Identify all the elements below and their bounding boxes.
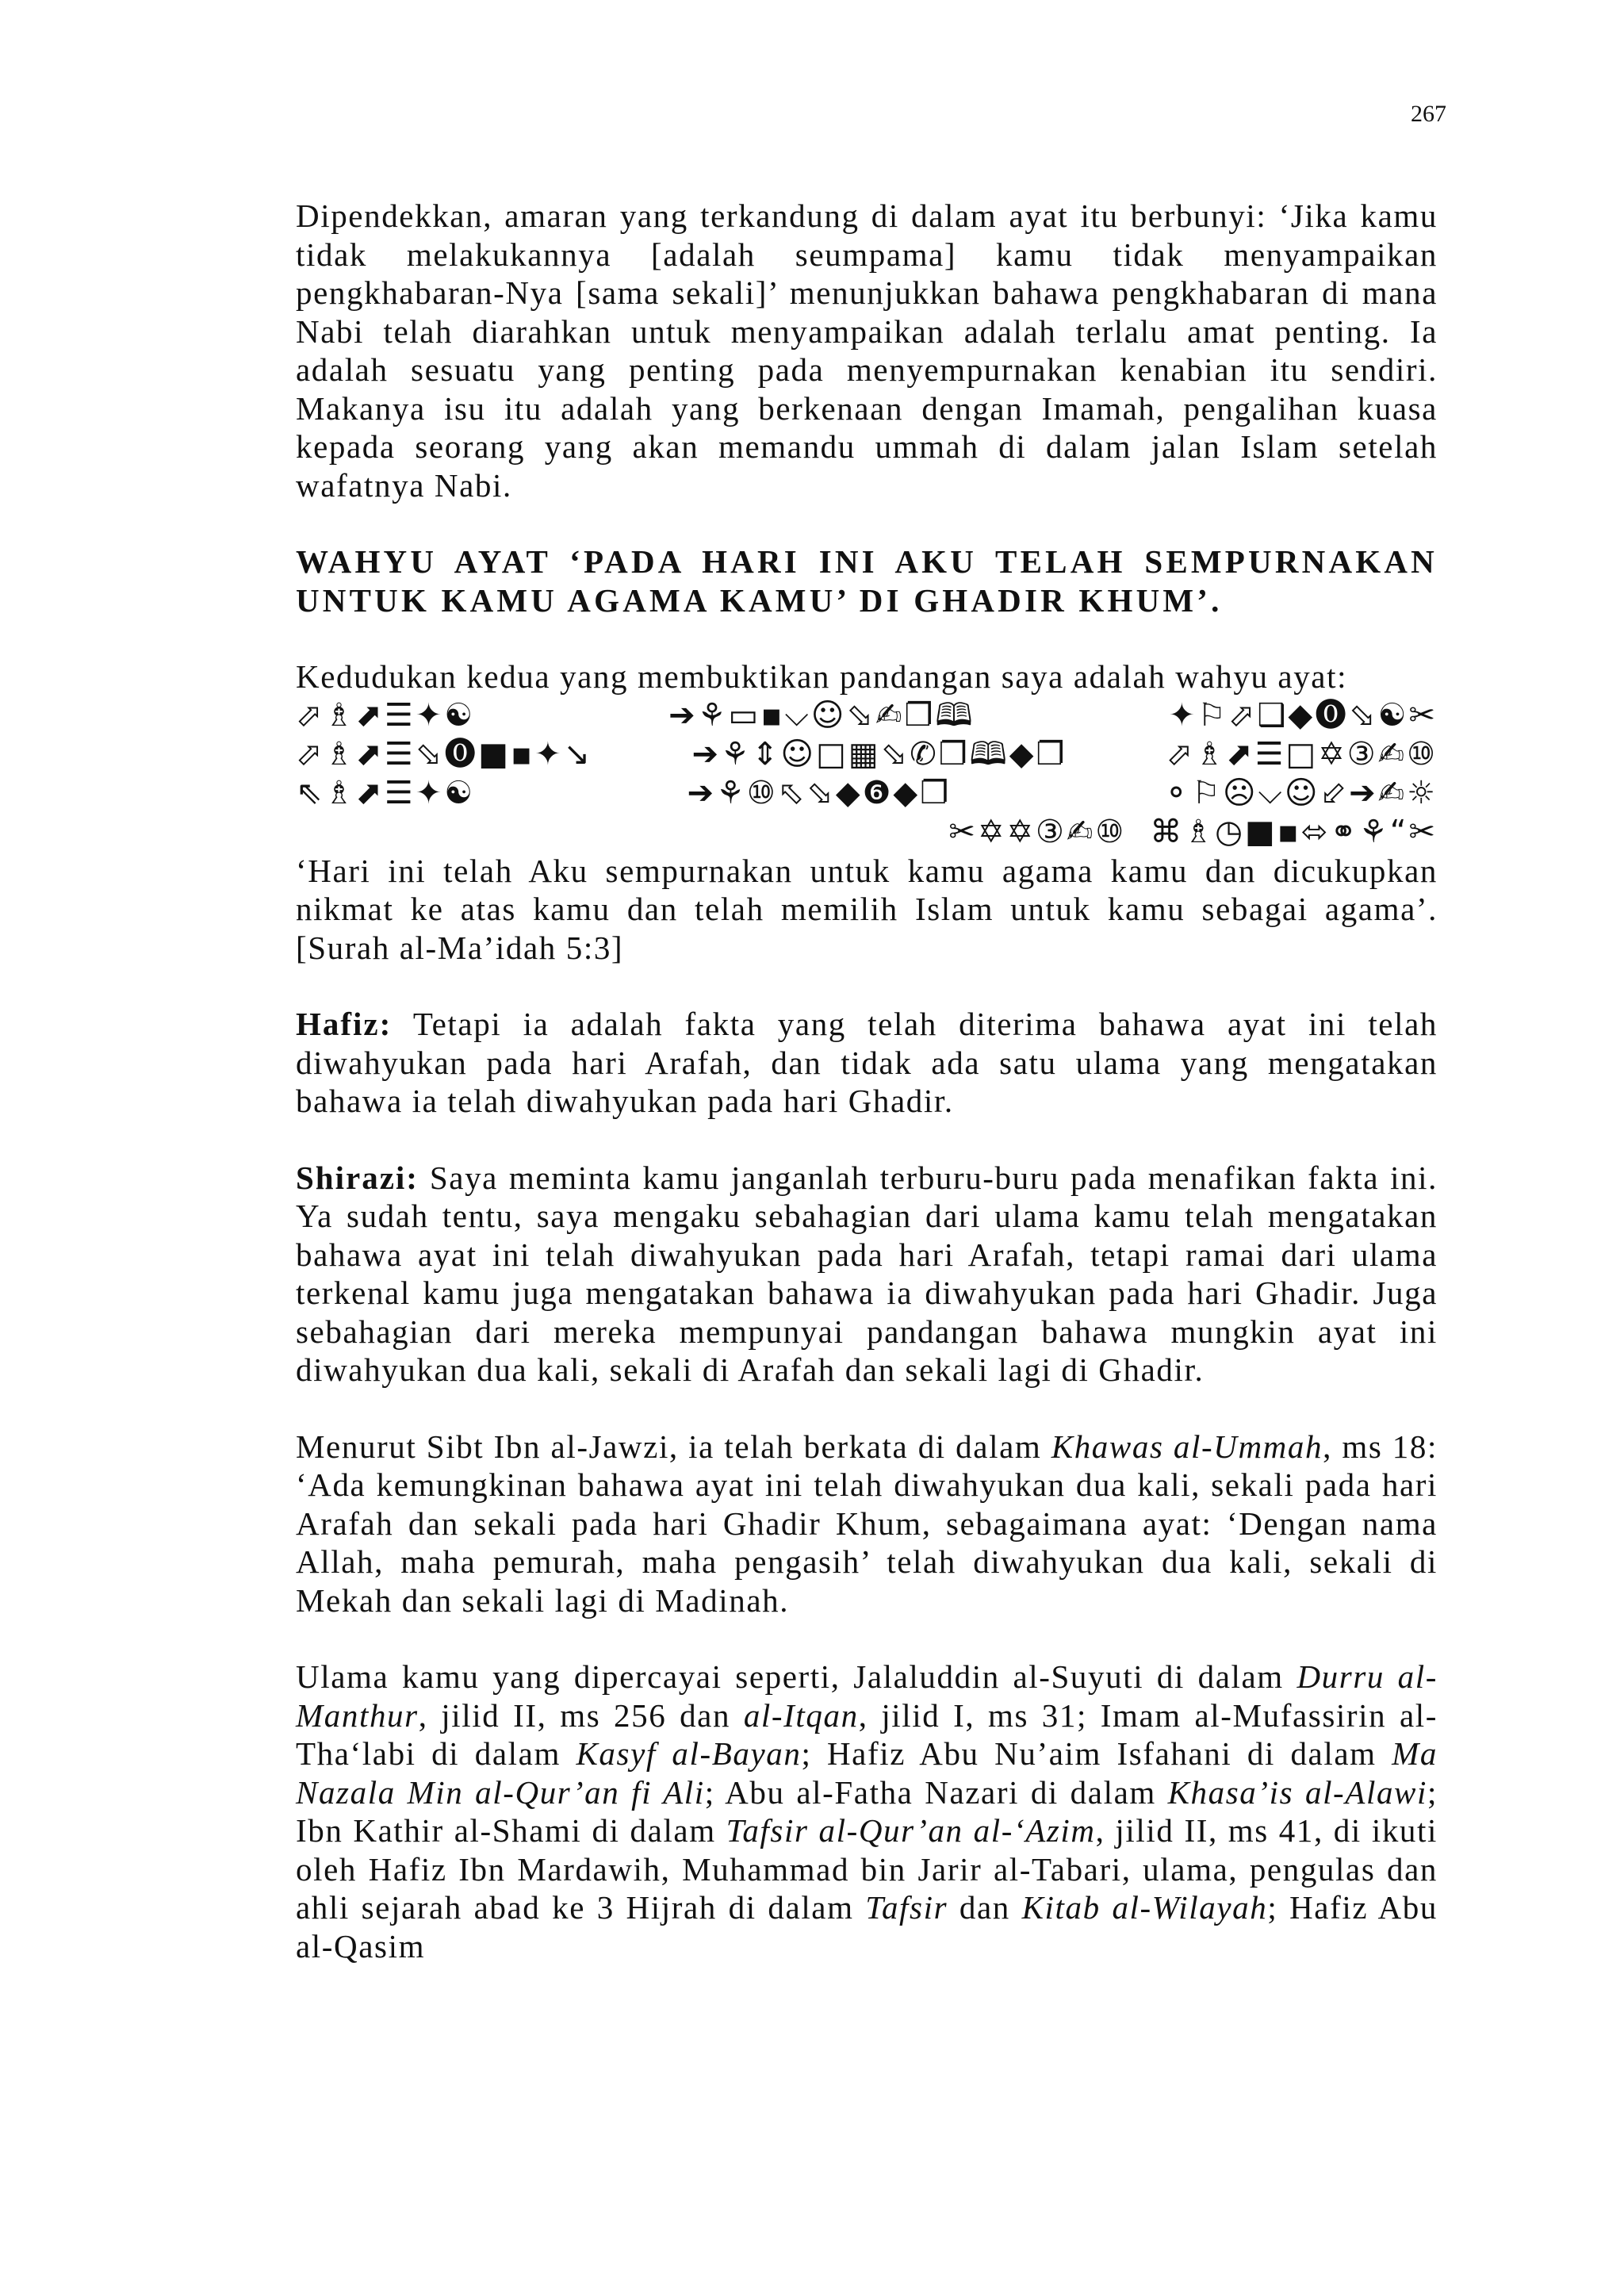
text-run: Ulama kamu yang dipercayai seperti, Jalaluddin al-Suyuti di dalam [296, 1658, 1297, 1695]
verse-word: ⚬⚐☹⌵☺⬃➔✍☼ [1162, 774, 1438, 811]
text-run: ; Hafiz Abu Nu’aim Isfahani di dalam [801, 1735, 1392, 1772]
verse-line [296, 813, 1438, 852]
verse-word: ⬀♗⬈☰⬂⓿■▪✦↘ [296, 735, 593, 772]
speech-text: Saya meminta kamu janganlah terburu-buru pada menafikan fakta ini. Ya sudah tentu, saya mengaku sebahagian dari ulama kamu telah mengatakan bahawa ayat ini telah diwahyukan pada hari Arafah, tetapi ramai dari ulama terkenal kamu juga mengatakan bahawa ia diwahyukan pada hari Ghadir. Juga sebahagian dari mereka mempunyai pandangan bahawa mungkin ayat ini diwahyukan dua kali, sekali di Arafah dan sekali lagi di Ghadir. [296, 1159, 1438, 1388]
verse-word: ➔⚘⇕☺□▦⬂✆❐🕮◆❐ [691, 735, 1067, 772]
quran-verse-arabic [296, 696, 1438, 852]
speaker-label: Hafiz: [296, 1006, 393, 1042]
book-title: Khasa’is al-Alawi [1167, 1773, 1427, 1811]
verse-word: ⌘♗◷■▪⬄⚭⚘“✂ [1150, 813, 1438, 850]
verse-word: ⬀♗⬈☰✦☯ [296, 696, 476, 734]
text-run: ; Hafiz Abu al-Qasim [296, 1889, 1438, 1964]
book-title: Tafsir al-Qur’an al-‘Azim [726, 1812, 1096, 1849]
verse-word: ➔⚘▭▪⌵☺⬂✍❐🕮 [668, 696, 975, 734]
verse-line [296, 774, 1438, 813]
verse-word: ✦⚐⬀❑◆⓿⬂☯✂ [1168, 696, 1438, 734]
book-title: Khawas al-Ummah [1051, 1428, 1323, 1465]
text-run: dan [948, 1889, 1022, 1926]
book-title: Kasyf al-Bayan [576, 1735, 802, 1772]
paragraph-hafiz [296, 1005, 1438, 1121]
text-run: ; Ibn Kathir al-Shami di dalam [296, 1773, 1438, 1849]
text-run: ; Abu al-Fatha Nazari di dalam [704, 1773, 1168, 1811]
verse-line [296, 735, 1438, 774]
verse-word: ✂✡✡③✍⑩ [948, 813, 1127, 850]
page-number: 267 [1411, 101, 1446, 127]
text-run: , ms 18: ‘Ada kemungkinan bahawa ayat ini telah diwahyukan dua kali, sekali pada hari Arafah dan sekali pada hari Ghadir Khum, sebagaimana ayat: ‘Dengan nama Allah, maha pemurah, maha pengasih’ telah diwahyukan dua kali, sekali di Mekah dan sekali lagi di Madinah. [296, 1428, 1438, 1619]
text-run: , jilid II, ms 41, di ikuti oleh Hafiz Ibn Mardawih, Muhammad bin Jarir al-Tabari, ulama, pengulas dan ahli sejarah abad ke 3 Hijrah di dalam [296, 1812, 1438, 1926]
speech-text: Tetapi ia adalah fakta yang telah diterima bahawa ayat ini telah diwahyukan pada hari Arafah, dan tidak ada satu ulama yang mengatakan bahawa ia telah diwahyukan pada hari Ghadir. [296, 1006, 1438, 1119]
text-run: , jilid I, ms 31; Imam al-Mufassirin al-Tha‘labi di dalam [296, 1696, 1438, 1772]
book-title: al-Itqan [743, 1696, 859, 1734]
text-run: Menurut Sibt Ibn al-Jawzi, ia telah berkata di dalam [296, 1428, 1051, 1465]
paragraph-second-position: Kedudukan kedua yang membuktikan pandangan saya adalah wahyu ayat: [296, 658, 1348, 695]
paragraph-ulama-sources [296, 1658, 1438, 1965]
book-title: Tafsir [865, 1889, 948, 1926]
paragraph-sibt-ibn-al-jawzi [296, 1428, 1438, 1620]
verse-word: ⬀♗⬈☰□✡③✍⑩ [1166, 735, 1438, 772]
book-title: Kitab al-Wilayah [1021, 1889, 1268, 1926]
book-title: Ma Nazala Min al-Qur’an fi Ali [296, 1735, 1438, 1811]
page-body [296, 197, 1438, 1965]
book-title: Durru al-Manthur [296, 1658, 1438, 1734]
paragraph-warning: Dipendekkan, amaran yang terkandung di dalam ayat itu berbunyi: ‘Jika kamu tidak melakukannya [adalah seumpama] kamu tidak menyampaikan pengkhabaran-Nya [sama sekali]’ menunjukkan bahawa pengkhabaran di mana Nabi telah diarahkan untuk menyampaikan adalah terlalu amat penting. Ia adalah sesuatu yang penting pada menyempurnakan kenabian itu sendiri. Makanya isu itu adalah yang berkenaan dengan Imamah, pengalihan kuasa kepada seorang yang akan memandu ummah di dalam jalan Islam setelah wafatnya Nabi. [296, 197, 1438, 504]
verse-word: ⇖♗⬈☰✦☯ [296, 774, 476, 811]
verse-translation: ‘Hari ini telah Aku sempurnakan untuk kamu agama kamu dan dicukupkan nikmat ke atas kamu dan telah memilih Islam untuk kamu sebagai agama’. [Surah al-Ma’idah 5:3] [296, 852, 1438, 966]
verse-line [296, 696, 1438, 735]
section-heading: WAHYU AYAT ‘PADA HARI INI AKU TELAH SEMPURNAKAN UNTUK KAMU AGAMA KAMU’ DI GHADIR KHUM’. [296, 543, 1438, 619]
verse-word: ➔⚘⑩⬁⬂◆❻◆❐ [687, 774, 952, 811]
text-run: , jilid II, ms 256 dan [418, 1696, 744, 1734]
speaker-label: Shirazi: [296, 1159, 419, 1196]
paragraph-shirazi [296, 1159, 1438, 1389]
